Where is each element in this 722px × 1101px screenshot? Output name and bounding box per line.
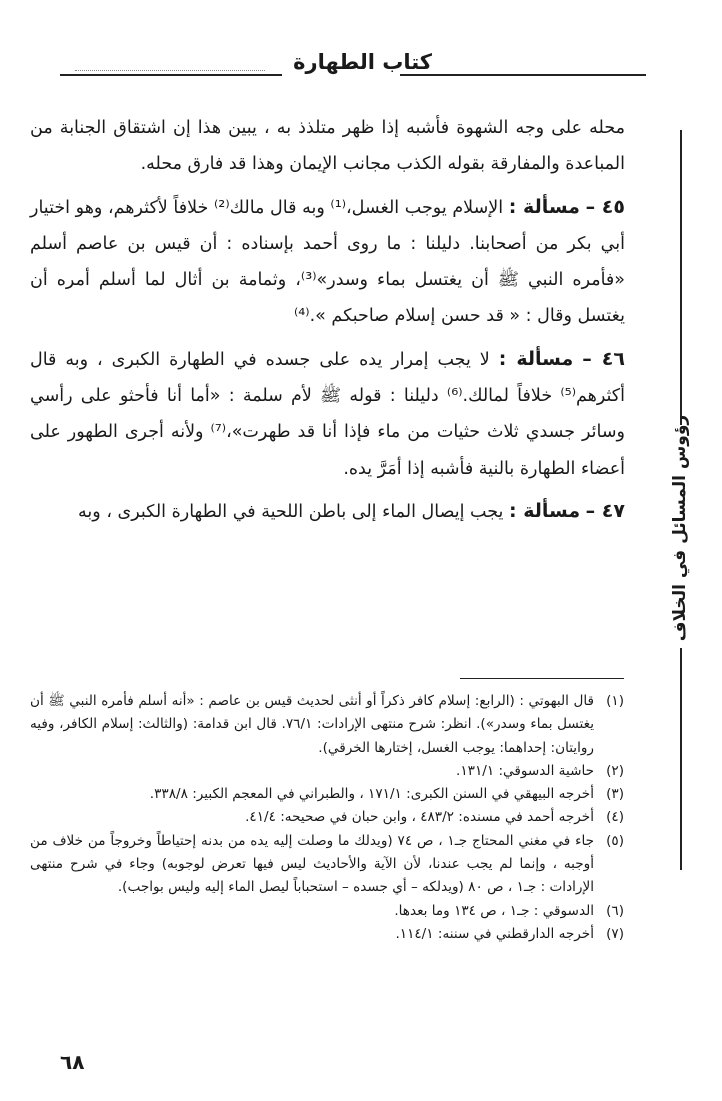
footnote-text: قال البهوتي : (الرابع: إسلام كافر ذكراً أو أنثى لحديث قيس بن عاصم : «أنه أسلم فأمره النبي ﷺ أن يغتسل بماء وسدر»). انظر: شرح منتهى الإرادات: ٧٦/١. قال ابن قدامة: (والثالث: إسلام الكافر، وفيه روايتان: إحداهما: يوجب الغسل، إختارها الخرقي).	[30, 693, 594, 756]
footnote-text: أخرجه الدارقطني في سننه: ١١٤/١.	[395, 925, 594, 942]
mas-45	[30, 189, 625, 335]
footnote	[30, 923, 624, 946]
footnote-mark: (٢)	[606, 762, 624, 779]
paragraph-intro: محله على وجه الشهوة فأشبه إذا ظهر متلذذ به ، يبين هذا إن اشتقاق الجنابة من المباعدة والمفارقة بقوله الكذب مجانب الإيمان وهذا قد فارق محله.	[30, 118, 625, 175]
footnote-text: الدسوقي : جـ١ ، ص ١٣٤ وما بعدها.	[394, 902, 594, 919]
mas-46-number: ٤٦ –	[582, 347, 625, 370]
mas-47-text: يجب إيصال الماء إلى باطن اللحية في الطهارة الكبرى ، وبه	[78, 501, 504, 522]
footnote-separator	[460, 678, 624, 679]
footnote	[30, 690, 624, 760]
mas-47-number: ٤٧ –	[585, 499, 625, 522]
mas-46-text: لا يجب إمرار يده على جسده في الطهارة الكبرى ، وبه قال أكثرهم⁽⁵⁾ خلافاً لمالك.⁽⁶⁾ دليلنا : قوله ﷺ لأم سلمة : «أما أنا فأحثو على رأسي وسائر جسدي ثلاث حثيات من ماء فإذا أنا قد طهرت»،⁽⁷⁾ ولأنه أجرى الطهور على أعضاء الطهارة بالنية فأشبه إذا أمَرَّ يده.	[30, 349, 625, 479]
mas-46	[30, 341, 625, 487]
header-rule-left	[60, 74, 282, 76]
footnote	[30, 830, 624, 900]
footnote	[30, 900, 624, 923]
header-title: كتاب الطهارة	[293, 50, 432, 74]
mas-45-label: مسألة :	[508, 195, 580, 218]
footnote-mark: (٧)	[606, 925, 624, 942]
footnote-mark: (٤)	[606, 809, 624, 826]
mas-45-text: الإسلام يوجب الغسل،⁽¹⁾ وبه قال مالك⁽²⁾ خلافاً لأكثرهم، وهو اختيار أبي بكر من أصحابنا. دليلنا : ما روى أحمد بإسناده : أن قيس بن عاصم أسلم «فأمره النبي ﷺ أن يغتسل بماء وسدر»⁽³⁾، وثمامة بن أثال لما أسلم أمره أن يغتسل وقال : « قد حسن إسلام صاحبكم ».⁽⁴⁾	[30, 197, 626, 327]
footnote-mark: (٣)	[606, 786, 624, 803]
footnote-text: حاشية الدسوقي: ١٣١/١.	[456, 762, 594, 779]
main-text	[30, 110, 625, 530]
running-header	[60, 50, 650, 90]
mas-45-number: ٤٥ –	[585, 195, 625, 218]
footnote-mark: (١)	[606, 693, 624, 709]
mas-47-label: مسألة :	[508, 499, 581, 522]
footnote	[30, 806, 624, 829]
mas-46-label: مسألة :	[498, 347, 574, 370]
footnote-text: جاء في مغني المحتاج جـ١ ، ص ٧٤ (ويدلك ما وصلت إليه يده من بدنه إحتياطاً وخروجاً من خلاف من أوجبه ، وإنما لم يجب عندنا، لأن الآية والأحاديث ليس فيها تعرض لوجوبه) وجاء في شرح منتهى الإرادات : جـ١ ، ص ٨٠ (ويدلكه – أي جسده – استحباباً ليصل الماء إليه وليس بواجب).	[30, 832, 595, 896]
header-dotted-rule	[75, 70, 265, 71]
mas-47	[30, 493, 625, 530]
side-rule-top	[680, 130, 682, 425]
header-rule-right	[400, 74, 646, 76]
page-number: ٦٨	[60, 1050, 85, 1074]
footnote-text: أخرجه أحمد في مسنده: ٤٨٣/٢ ، وابن حبان في صحيحه: ٤١/٤.	[245, 809, 594, 826]
side-rule-bottom	[680, 648, 682, 870]
side-running-title: رؤوس المسائل في الخلاف	[670, 414, 690, 642]
footnote	[30, 783, 624, 806]
footnote-mark: (٥)	[606, 832, 624, 849]
footnote-mark: (٦)	[606, 902, 624, 919]
footnotes	[30, 690, 624, 946]
footnote-text: أخرجه البيهقي في السنن الكبرى: ١٧١/١ ، والطبراني في المعجم الكبير: ٣٣٨/٨.	[149, 786, 594, 803]
footnote	[30, 760, 624, 783]
